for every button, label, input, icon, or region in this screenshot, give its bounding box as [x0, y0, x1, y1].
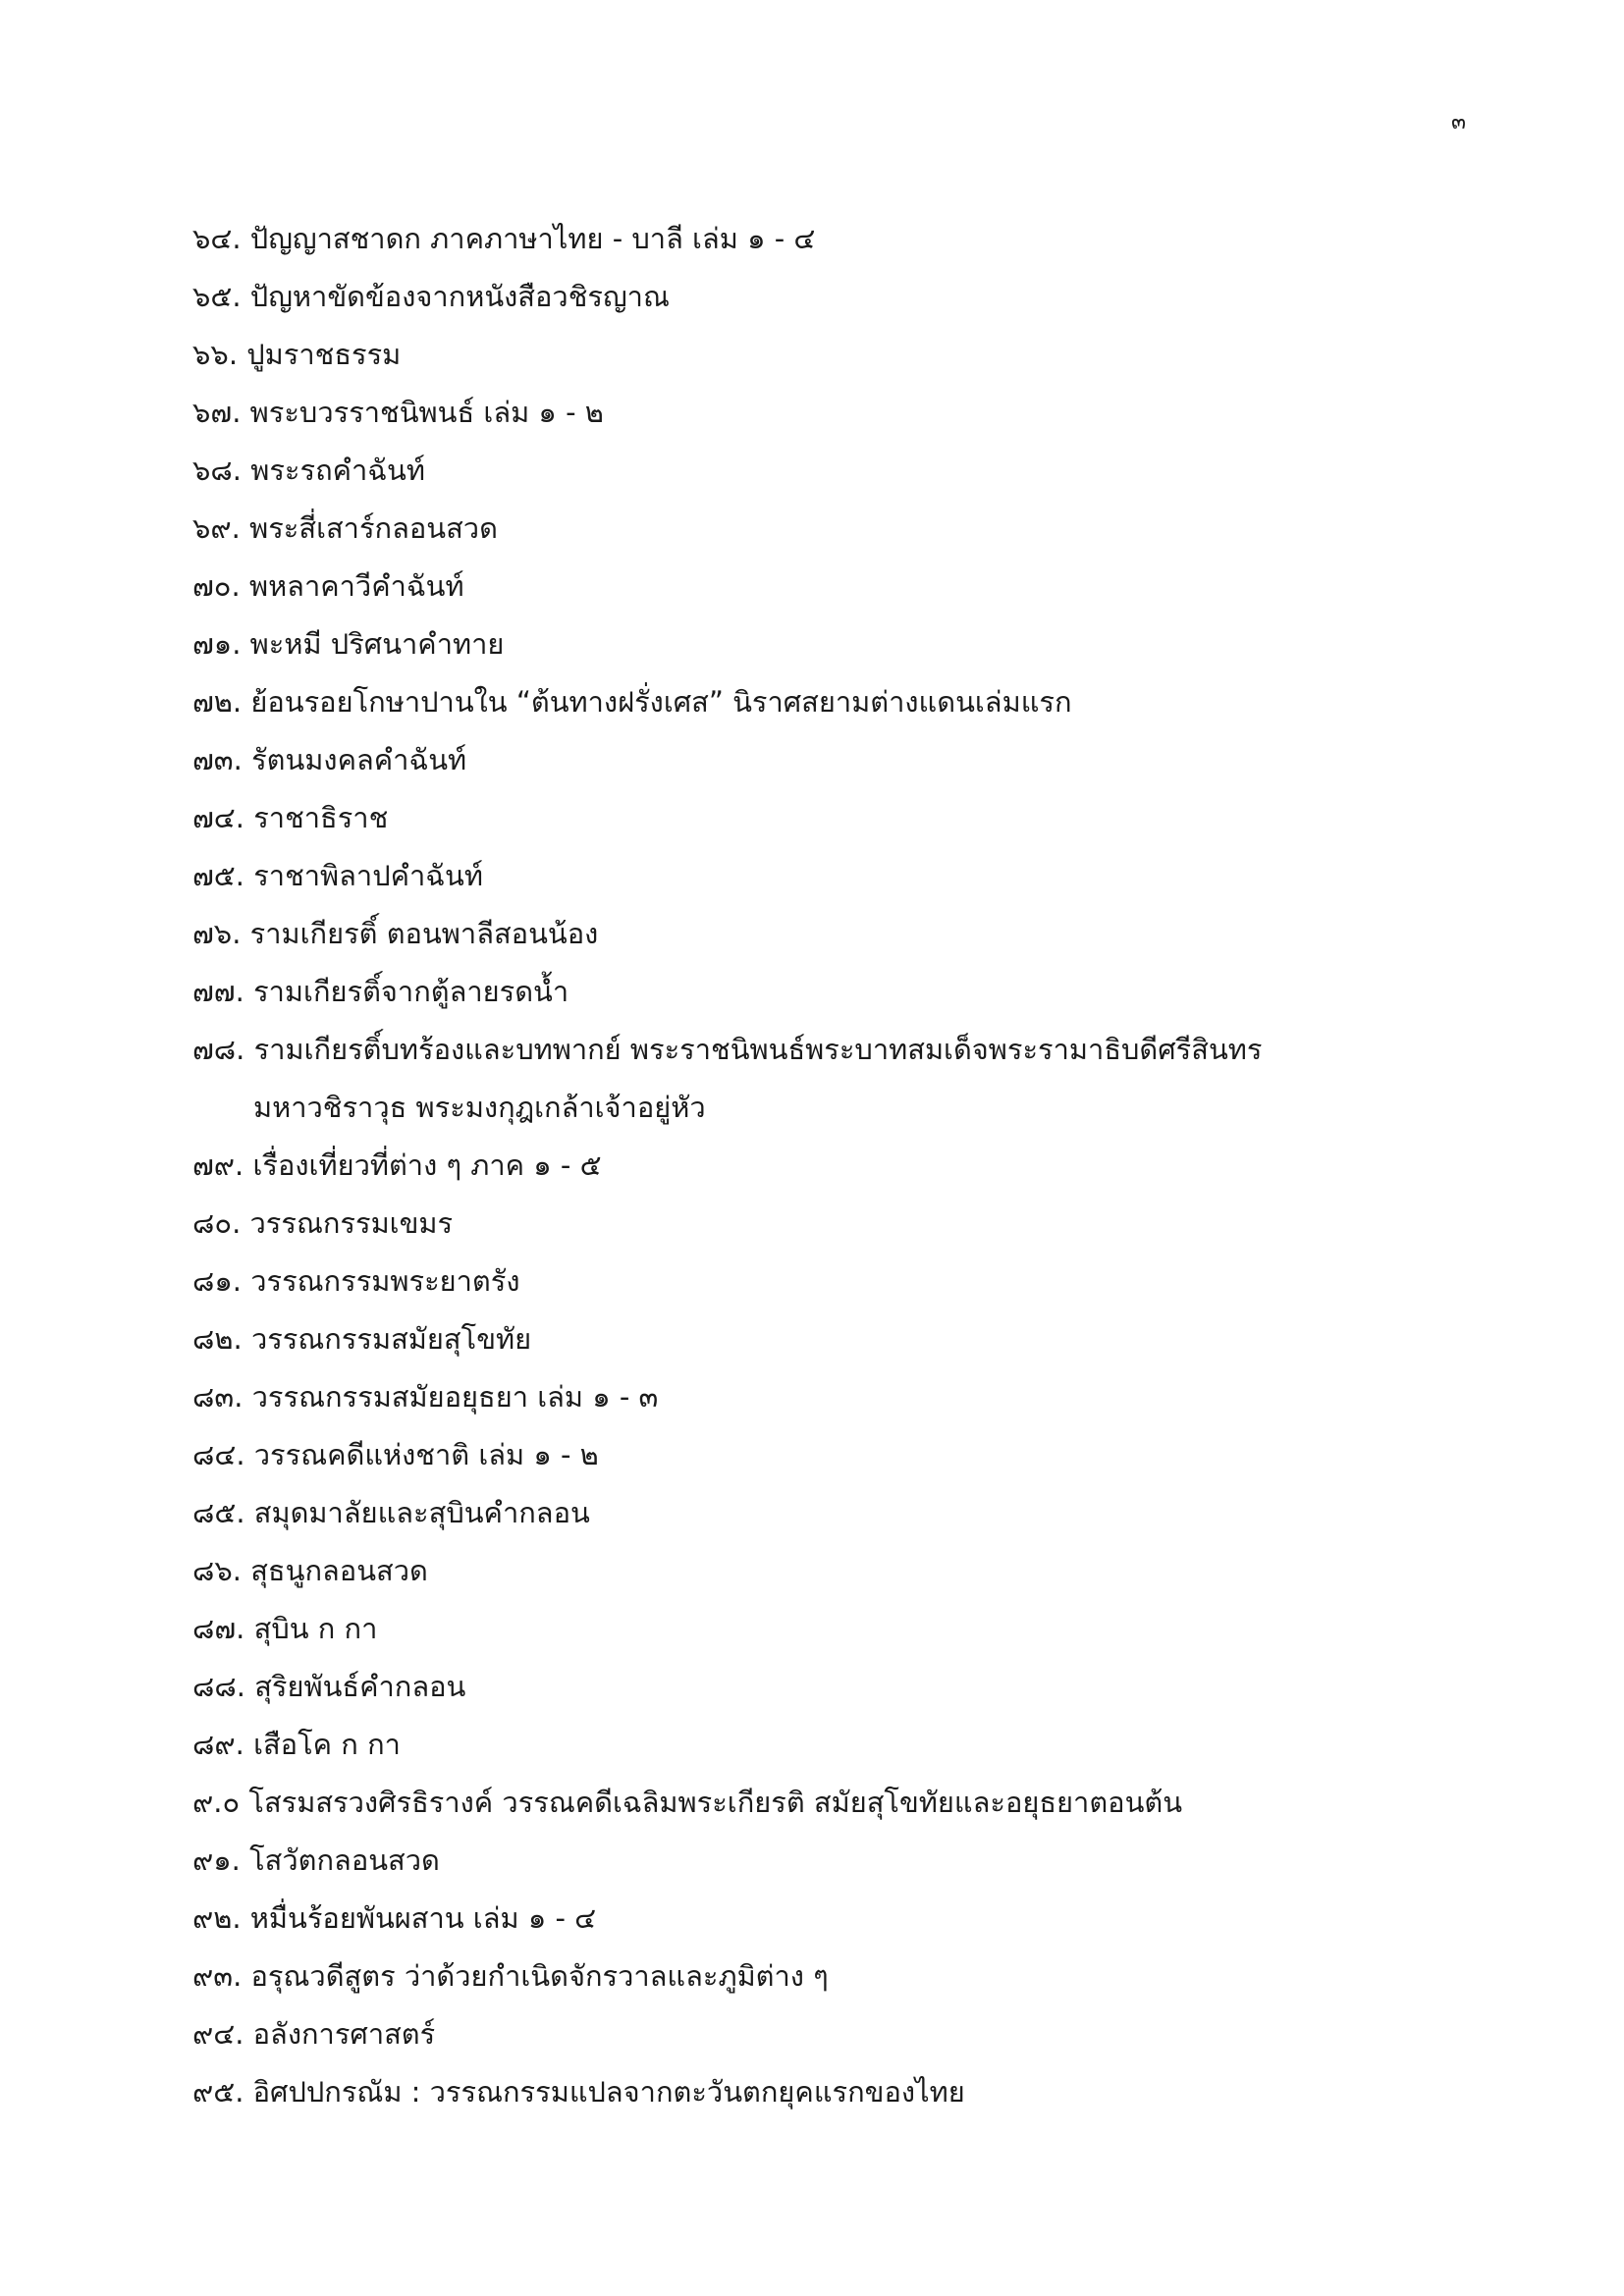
item-title: พหลาคาวีคำฉันท์ — [248, 569, 464, 603]
list-item — [192, 2005, 1498, 2063]
item-title: หมื่นร้อยพันผสาน เล่ม ๑ - ๔ — [249, 1901, 597, 1935]
item-number: ๖๕. — [192, 280, 242, 313]
item-number: ๗๗. — [192, 975, 244, 1008]
list-item — [192, 673, 1498, 731]
list-item — [192, 1484, 1498, 1542]
item-title: พะหมี ปริศนาคำทาย — [249, 627, 505, 661]
list-item — [192, 905, 1498, 963]
list-item — [192, 500, 1498, 558]
list-item — [192, 963, 1498, 1021]
list-item — [192, 326, 1498, 384]
item-number: ๘๘. — [192, 1670, 245, 1703]
item-title: สุบิน ก กา — [253, 1612, 378, 1645]
item-number: ๘๒. — [192, 1322, 243, 1356]
list-item — [192, 1890, 1498, 1948]
list-item — [192, 384, 1498, 442]
list-item — [192, 1253, 1498, 1310]
list-item — [192, 558, 1498, 615]
item-title: ปัญหาขัดข้องจากหนังสือวชิรญาณ — [249, 280, 670, 313]
item-number: ๗๖. — [192, 917, 242, 950]
list-item — [192, 2063, 1498, 2121]
item-title: ปัญญาสชาดก ภาคภาษาไทย - บาลี เล่ม ๑ - ๔ — [249, 222, 816, 255]
item-number: ๙๕. — [192, 2075, 244, 2109]
list-item — [192, 1368, 1498, 1426]
list-item — [192, 1774, 1498, 1832]
list-item — [192, 847, 1498, 905]
item-number: ๗๐. — [192, 569, 241, 603]
item-title: เรื่องเที่ยวที่ต่าง ๆ ภาค ๑ - ๕ — [252, 1148, 602, 1182]
item-number: ๘๓. — [192, 1380, 244, 1414]
item-title: รัตนมงคลคำฉันท์ — [251, 743, 467, 776]
item-title: วรรณคดีแห่งชาติ เล่ม ๑ - ๒ — [253, 1438, 599, 1471]
item-title: โสรมสรวงศิรธิรางค์ วรรณคดีเฉลิมพระเกียรติ สมัยสุโขทัยและอยุธยาตอนต้น — [248, 1786, 1183, 1819]
item-title: ราชาธิราช — [253, 801, 389, 834]
item-title: วรรณกรรมพระยาตรัง — [250, 1264, 520, 1298]
item-title: รามเกียรติ์จากตู้ลายรดน้ำ — [253, 975, 569, 1008]
item-title: สุธนูกลอนสวด — [250, 1554, 428, 1587]
item-number: ๘๑. — [192, 1264, 242, 1298]
list-item — [192, 731, 1498, 789]
list-item — [192, 615, 1498, 673]
list-item — [192, 1542, 1498, 1600]
item-number: ๗๙. — [192, 1148, 244, 1182]
item-title: อิศปปกรณัม : วรรณกรรมแปลจากตะวันตกยุคแรกของไทย — [252, 2075, 965, 2109]
item-title: วรรณกรรมสมัยสุโขทัย — [250, 1322, 532, 1356]
page-number: ๓ — [1451, 110, 1467, 134]
item-title: ปูมราชธรรม — [246, 338, 402, 371]
item-title: พระบวรราชนิพนธ์ เล่ม ๑ - ๒ — [249, 396, 604, 429]
item-number: ๖๘. — [192, 454, 242, 487]
list-item — [192, 1195, 1498, 1253]
item-title: เสือโค ก กา — [253, 1728, 401, 1761]
item-number: ๙.๐ — [192, 1786, 241, 1819]
list-item — [192, 210, 1498, 268]
item-number: ๗๔. — [192, 801, 244, 834]
item-number: ๗๓. — [192, 743, 243, 776]
list-item — [192, 442, 1498, 500]
item-number: ๗๕. — [192, 859, 244, 892]
list-item — [192, 1137, 1498, 1195]
list-item — [192, 1310, 1498, 1368]
list-item — [192, 1021, 1498, 1137]
list-item — [192, 1600, 1498, 1658]
list-item — [192, 1948, 1498, 2005]
item-number: ๘๐. — [192, 1206, 242, 1240]
item-number: ๖๗. — [192, 396, 242, 429]
list-item — [192, 268, 1498, 326]
list-item — [192, 1716, 1498, 1774]
item-title-continuation: มหาวชิราวุธ พระมงกุฎเกล้าเจ้าอยู่หัว — [253, 1091, 706, 1124]
item-title: วรรณกรรมสมัยอยุธยา เล่ม ๑ - ๓ — [251, 1380, 659, 1414]
item-title: อรุณวดีสูตร ว่าด้วยกำเนิดจักรวาลและภูมิต่าง ๆ — [250, 1959, 829, 1993]
list-item — [192, 1658, 1498, 1716]
item-title: รามเกียรติ์บทร้องและบทพากย์ พระราชนิพนธ์พระบาทสมเด็จพระรามาธิบดีศรีสินทร — [253, 1033, 1263, 1066]
item-number: ๘๕. — [192, 1496, 245, 1529]
item-title: วรรณกรรมเขมร — [249, 1206, 454, 1240]
item-title: พระสี่เสาร์กลอนสวด — [249, 511, 498, 545]
list-item — [192, 789, 1498, 847]
item-title: รามเกียรติ์ ตอนพาลีสอนน้อง — [249, 917, 599, 950]
item-number: ๖๙. — [192, 511, 241, 545]
item-number: ๗๘. — [192, 1033, 245, 1066]
item-number: ๙๒. — [192, 1901, 242, 1935]
item-number: ๖๖. — [192, 338, 239, 371]
book-list — [192, 210, 1498, 2121]
item-title: สุริยพันธ์คำกลอน — [254, 1670, 466, 1703]
item-number: ๘๔. — [192, 1438, 245, 1471]
item-number: ๗๑. — [192, 627, 242, 661]
item-number: ๘๖. — [192, 1554, 242, 1587]
item-number: ๗๒. — [192, 685, 243, 719]
item-number: ๘๙. — [192, 1728, 244, 1761]
item-title: ราชาพิลาปคำฉันท์ — [253, 859, 483, 892]
item-number: ๙๔. — [192, 2017, 244, 2051]
item-number: ๙๓. — [192, 1959, 243, 1993]
item-title: อลังการศาสตร์ — [252, 2017, 436, 2051]
item-title: ย้อนรอยโกษาปานใน “ต้นทางฝรั่งเศส” นิราศสยามต่างแดนเล่มแรก — [250, 685, 1072, 719]
item-number: ๖๔. — [192, 222, 242, 255]
item-title: พระรถคำฉันท์ — [250, 454, 425, 487]
item-title: สมุดมาลัยและสุบินคำกลอน — [253, 1496, 590, 1529]
list-item — [192, 1832, 1498, 1890]
item-number: ๙๑. — [192, 1843, 241, 1877]
item-title: โสวัตกลอนสวด — [249, 1843, 440, 1877]
list-item — [192, 1426, 1498, 1484]
item-number: ๘๗. — [192, 1612, 245, 1645]
